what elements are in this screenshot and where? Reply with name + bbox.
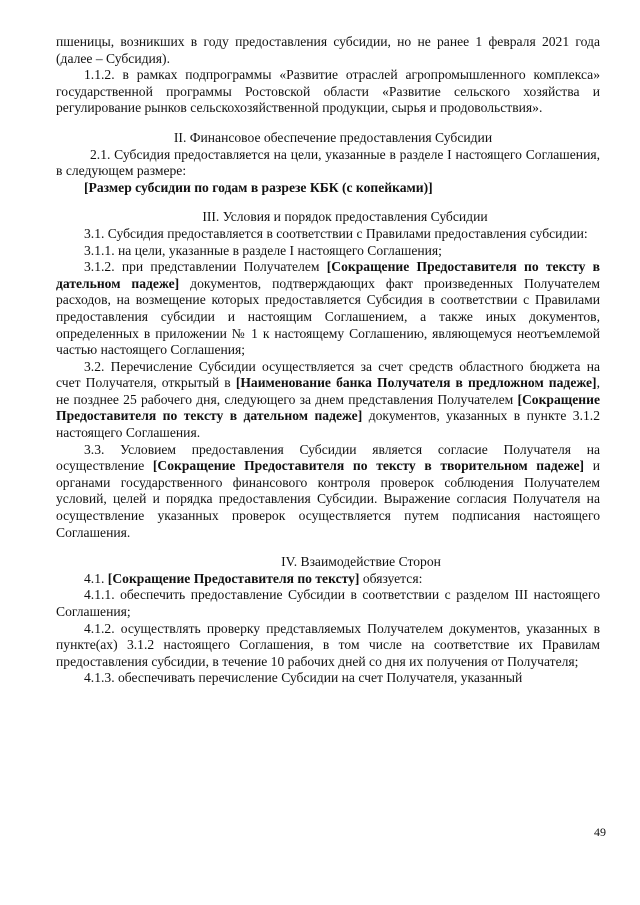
- continued-paragraph: пшеницы, возникших в году предоставления субсидии, но не ранее 1 февраля 2021 года (далее – Субсидия).: [56, 34, 600, 66]
- bank-name-placeholder: [Наименование банка Получателя в предложном падеже]: [235, 375, 597, 391]
- clause-3-1-2: [56, 259, 600, 359]
- clause-4-1-1: 4.1.1. обеспечить предоставление Субсидии в соответствии с разделом III настоящего Соглашения;: [56, 587, 600, 619]
- section-4-heading: IV. Взаимодействие Сторон: [281, 554, 441, 570]
- clause-4-1-number: 4.1.: [84, 570, 108, 586]
- provider-dative-placeholder: [Сокращение Предоставителя по тексту в дательном падеже]: [56, 259, 600, 291]
- clause-3-2-text: 3.2. Перечисление Субсидии осуществляется за счет средств областного бюджета на счет Получателя, открытый в: [56, 358, 600, 391]
- clause-3-2-text-mid: , не позднее 25 рабочего дня, следующего за днем представления Получателем: [56, 375, 600, 407]
- clause-3-2-text-end: документов, указанных в пункте 3.1.2 настоящего Соглашения.: [56, 408, 600, 441]
- spacer: [56, 196, 600, 209]
- clause-3-1: 3.1. Субсидия предоставляется в соответствии с Правилами предоставления субсидии:: [84, 225, 588, 241]
- clause-3-3-text: 3.3. Условием предоставления Субсидии является согласие Получателя на осуществление: [56, 441, 600, 474]
- provider-dative-placeholder: [Сокращение Предоставителя по тексту в дательном падеже]: [56, 391, 600, 424]
- clause-3-2: [56, 359, 600, 442]
- clause-4-1-2: 4.1.2. осуществлять проверку представляемых Получателем документов, указанных в пункте(ах) 3.1.2 настоящего Соглашения, в том числе на соответствие их Правилам предоставления субсидии, в течение 10 рабочих дней со дня их получения от Получателя;: [56, 620, 600, 669]
- clause-4-1-3: 4.1.3. обеспечивать перечисление Субсидии на счет Получателя, указанный: [84, 670, 523, 686]
- clause-1-1-2: 1.1.2. в рамках подпрограммы «Развитие отраслей агропромышленного комплекса» государственной программы Ростовской области «Развитие сельского хозяйства и регулирование рынков сельскохозяйственной продукции, сырья и продовольствия».: [56, 67, 600, 116]
- clause-3-3-text-end: и органами государственного финансового контроля проверок соблюдения Получателем условий, целей и порядка предоставления Субсидии. Выражение согласия Получателя на осуществление указанных проверок осуществляется путем подписания настоящего Соглашения.: [56, 458, 600, 540]
- kbk-placeholder: [Размер субсидии по годам в разрезе КБК (с копейками)]: [84, 179, 433, 195]
- section-2-heading: II. Финансовое обеспечение предоставления Субсидии: [173, 129, 493, 145]
- clause-3-1-1: 3.1.1. на цели, указанные в разделе I настоящего Соглашения;: [84, 242, 442, 258]
- document-page: [56, 34, 600, 687]
- clause-3-1-2-text-end: документов, подтверждающих факт произведенных Получателем расходов, на возмещение которых предоставляется Субсидия в соответствии с Правилами предоставления субсидии и настоящим Соглашением, а также иных документов, определенных в приложении № 1 к настоящему Соглашению, являющемуся неотъемлемой частью настоящего Соглашения;: [56, 275, 600, 358]
- provider-placeholder: [Сокращение Предоставителя по тексту]: [107, 570, 360, 586]
- clause-2-1: 2.1. Субсидия предоставляется на цели, указанные в разделе I настоящего Соглашения, в следующем размере:: [56, 146, 600, 179]
- clause-4-1-text: обязуется:: [359, 570, 423, 586]
- clause-4-1: [56, 571, 600, 588]
- clause-3-3: [56, 442, 600, 542]
- page-number: 49: [594, 825, 606, 839]
- spacer: [56, 117, 600, 130]
- provider-instrumental-placeholder: [Сокращение Предоставителя по тексту в творительном падеже]: [152, 458, 585, 474]
- clause-3-1-2-text: 3.1.2. при представлении Получателем: [84, 259, 327, 275]
- spacer: [56, 541, 600, 554]
- section-3-heading: III. Условия и порядок предоставления Субсидии: [202, 209, 488, 225]
